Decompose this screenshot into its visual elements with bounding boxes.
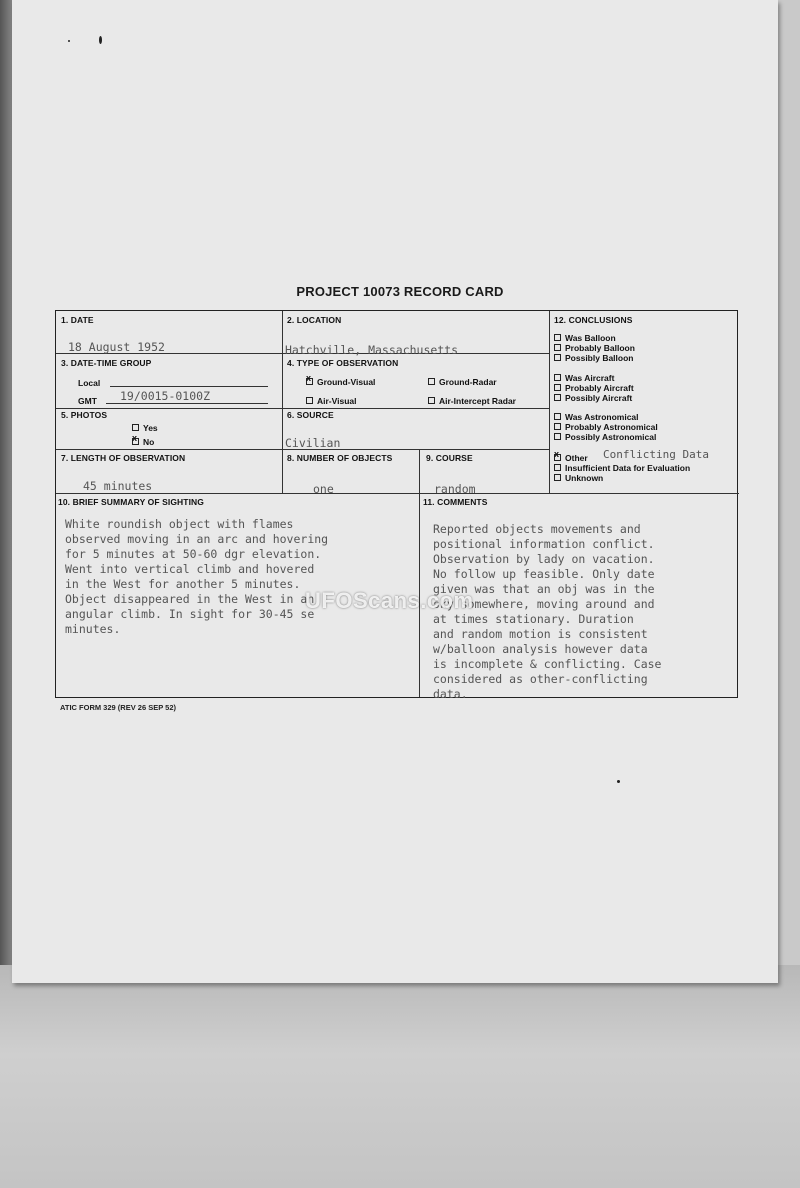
option-ground-visual: xGround-Visual (306, 377, 375, 387)
conclusion-option: Was Balloon (554, 333, 635, 343)
checkbox (554, 394, 561, 401)
comment-line: considered as other-conflicting (433, 672, 648, 686)
type-of-observation-label: 4. TYPE OF OBSERVATION (287, 358, 399, 368)
date-label: 1. DATE (61, 315, 94, 325)
watermark: UFOScans.com (305, 588, 474, 613)
conclusion-insufficient-data: Insufficient Data for Evaluation (554, 463, 690, 473)
location-label: 2. LOCATION (287, 315, 342, 325)
source-value: Civilian (285, 436, 341, 450)
checkbox (554, 433, 561, 440)
checkbox (306, 397, 313, 404)
summary-line: in the West for another 5 minutes. (65, 577, 301, 591)
summary-line: minutes. (65, 622, 121, 636)
number-of-objects-label: 8. NUMBER OF OBJECTS (287, 453, 393, 463)
checkbox (554, 354, 561, 361)
photos-yes: Yes (132, 423, 158, 433)
conclusions-aircraft-group (554, 373, 634, 403)
number-of-objects-value: one (313, 482, 334, 496)
length-of-observation-label: 7. LENGTH OF OBSERVATION (61, 453, 186, 463)
comments-label: 11. COMMENTS (423, 497, 488, 507)
dust-speck (68, 40, 70, 42)
option-air-visual: Air-Visual (306, 396, 357, 406)
checkbox (554, 464, 561, 471)
option-ground-radar: Ground-Radar (428, 377, 497, 387)
checkbox (554, 374, 561, 381)
photos-label: 5. PHOTOS (61, 410, 108, 420)
gmt-value: 19/0015-0100Z (120, 389, 211, 403)
conclusion-option: Was Astronomical (554, 412, 658, 422)
conclusion-option: Possibly Astronomical (554, 432, 658, 442)
checkbox (554, 344, 561, 351)
photos-no: xNo (132, 437, 154, 447)
conclusion-option: Was Aircraft (554, 373, 634, 383)
checkbox (554, 423, 561, 430)
conclusion-other-value: Conflicting Data (603, 448, 709, 461)
comment-line: given was that an obj was in the (433, 582, 655, 596)
comment-line: positional information conflict. (433, 537, 655, 551)
scanner-background (0, 965, 800, 1188)
checkbox-checked (132, 438, 139, 445)
record-card (55, 310, 738, 701)
summary-line: for 5 minutes at 50-60 dgr elevation. (65, 547, 322, 561)
comment-line: at times stationary. Duration (433, 612, 634, 626)
course-label: 9. COURSE (426, 453, 473, 463)
comment-line: w/balloon analysis however data (433, 642, 648, 656)
brief-summary-label: 10. BRIEF SUMMARY OF SIGHTING (58, 497, 204, 507)
date-time-group-label: 3. DATE-TIME GROUP (61, 358, 152, 368)
card-title: PROJECT 10073 RECORD CARD (296, 284, 504, 299)
comment-line: Reported objects movements and (433, 522, 641, 536)
date-value: 18 August 1952 (68, 340, 165, 354)
checkbox (554, 413, 561, 420)
comment-line: sky somewhere, moving around and (433, 597, 655, 611)
conclusions-astronomical-group (554, 412, 658, 442)
conclusion-unknown: Unknown (554, 473, 603, 483)
length-of-observation-value: 45 minutes (83, 479, 153, 493)
checkbox (132, 424, 139, 431)
form-number: ATIC FORM 329 (REV 26 SEP 52) (60, 703, 177, 712)
conclusion-other: xOther (554, 453, 588, 463)
brief-summary-text (65, 517, 328, 637)
comment-line: No follow up feasible. Only date (433, 567, 655, 581)
checkbox-checked (306, 378, 313, 385)
conclusion-option: Possibly Aircraft (554, 393, 634, 403)
summary-line: angular climb. In sight for 30-45 se (65, 607, 315, 621)
checkbox (554, 474, 561, 481)
checkbox (428, 378, 435, 385)
comment-line: data. (433, 687, 468, 701)
checkbox (428, 397, 435, 404)
conclusion-option: Possibly Balloon (554, 353, 635, 363)
conclusion-option: Probably Balloon (554, 343, 635, 353)
gmt-label: GMT (78, 396, 97, 406)
summary-line: White roundish object with flames (65, 517, 294, 531)
location-value: Hatchville, Massachusetts (285, 343, 459, 357)
dust-speck (617, 780, 620, 783)
conclusions-balloon-group (554, 333, 635, 363)
checkbox (554, 384, 561, 391)
comment-line: Observation by lady on vacation. (433, 552, 655, 566)
summary-line: observed moving in an arc and hovering (65, 532, 329, 546)
local-label: Local (78, 378, 101, 388)
checkbox-checked (554, 454, 561, 461)
conclusion-option: Probably Astronomical (554, 422, 658, 432)
option-air-intercept-radar: Air-Intercept Radar (428, 396, 516, 406)
comment-line: and random motion is consistent (433, 627, 648, 641)
dust-speck (99, 36, 102, 44)
summary-line: Object disappeared in the West in an (65, 592, 315, 606)
checkbox (554, 334, 561, 341)
summary-line: Went into vertical climb and hovered (65, 562, 315, 576)
comment-line: is incomplete & conflicting. Case (433, 657, 662, 671)
conclusions-label: 12. CONCLUSIONS (554, 315, 633, 325)
source-label: 6. SOURCE (287, 410, 334, 420)
course-value: random (434, 482, 476, 496)
conclusion-option: Probably Aircraft (554, 383, 634, 393)
